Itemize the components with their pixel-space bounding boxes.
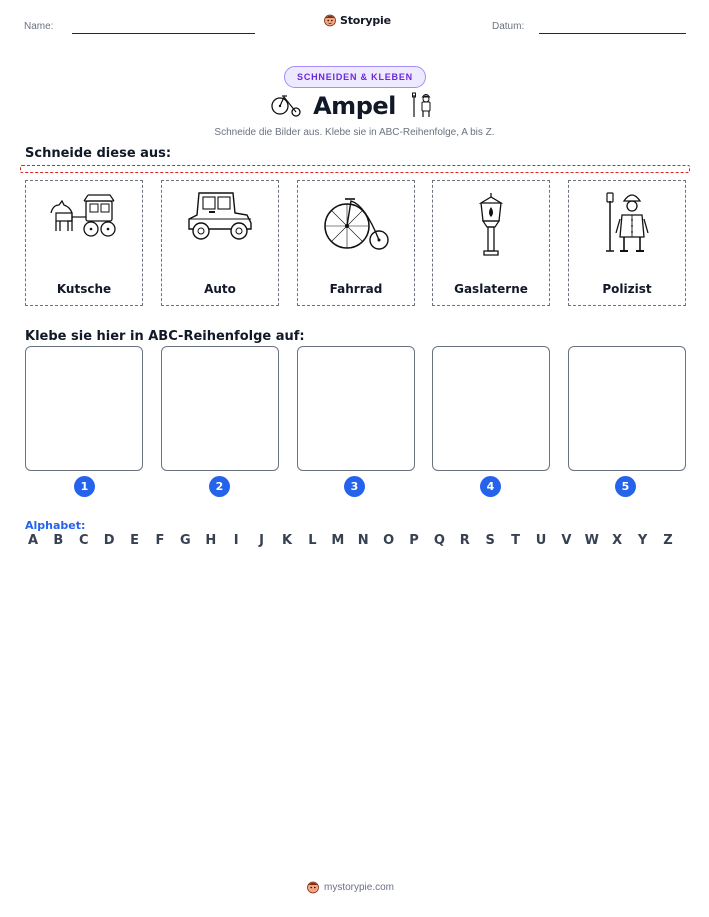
paste-section-label: Klebe sie hier in ABC-Reihenfolge auf: <box>25 329 305 344</box>
worksheet-title: Ampel <box>313 92 396 120</box>
alphabet-letter: D <box>103 533 115 548</box>
alphabet-letter: A <box>27 533 39 548</box>
storypie-logo <box>323 13 391 27</box>
alphabet-letter: P <box>409 533 419 548</box>
alphabet-letter: I <box>233 533 239 548</box>
storypie-mascot-icon <box>323 13 337 27</box>
cut-card-fahrrad[interactable] <box>297 180 415 306</box>
alphabet-letter: W <box>584 533 599 548</box>
alphabet-letter: X <box>612 533 623 548</box>
alphabet-letter: G <box>180 533 191 548</box>
alphabet-letter: M <box>331 533 345 548</box>
alphabet-letter: B <box>53 533 64 548</box>
date-label: Datum: <box>492 21 525 32</box>
penny-farthing-bicycle-icon <box>321 193 391 253</box>
card-label: Kutsche <box>56 282 112 296</box>
number-badge-2: 2 <box>209 476 230 497</box>
gas-lamp-icon <box>471 191 511 259</box>
brand-name: Storypie <box>340 13 391 27</box>
police-officer-icon <box>602 189 652 255</box>
paste-box-5[interactable] <box>568 346 686 471</box>
paste-box-2[interactable] <box>161 346 279 471</box>
cut-line <box>20 165 690 173</box>
alphabet-letter: V <box>561 533 572 548</box>
number-badge-4: 4 <box>480 476 501 497</box>
alphabet-letter: R <box>459 533 470 548</box>
vintage-car-icon <box>185 189 255 243</box>
cut-card-auto[interactable] <box>161 180 279 306</box>
alphabet-letter: Q <box>433 533 445 548</box>
paste-box-4[interactable] <box>432 346 550 471</box>
alphabet-letter: F <box>155 533 165 548</box>
card-label: Fahrrad <box>329 282 383 296</box>
instructions: Schneide die Bilder aus. Klebe sie in ABC-Reihenfolge, A bis Z. <box>214 127 495 138</box>
number-badge-1: 1 <box>74 476 95 497</box>
alphabet-letter: N <box>357 533 369 548</box>
alphabet-letter: C <box>79 533 89 548</box>
paste-box-1[interactable] <box>25 346 143 471</box>
footer-url: mystorypie.com <box>324 881 395 893</box>
footer <box>306 880 394 894</box>
alphabet-letter: J <box>259 533 265 548</box>
card-label: Auto <box>204 282 236 296</box>
card-label: Polizist <box>602 282 652 296</box>
storypie-mascot-icon <box>306 880 320 894</box>
card-label: Gaslaterne <box>454 282 528 296</box>
alphabet-letter: Y <box>637 533 648 548</box>
paste-box-3[interactable] <box>297 346 415 471</box>
worksheet-header <box>0 0 709 50</box>
alphabet-letter: Z <box>663 533 673 548</box>
cut-section-label: Schneide diese aus: <box>25 146 172 161</box>
alphabet-letter: S <box>485 533 495 548</box>
cut-card-polizist[interactable] <box>568 180 686 306</box>
date-field-line[interactable] <box>539 33 686 34</box>
alphabet-letter: H <box>205 533 217 548</box>
alphabet-row <box>25 533 685 551</box>
alphabet-letter: T <box>511 533 521 548</box>
horse-carriage-icon <box>48 191 120 239</box>
alphabet-letter: O <box>383 533 395 548</box>
alphabet-letter: L <box>308 533 317 548</box>
alphabet-letter: K <box>281 533 293 548</box>
police-officer-small-icon <box>411 91 435 119</box>
cut-card-gaslaterne[interactable] <box>432 180 550 306</box>
activity-tag: SCHNEIDEN & KLEBEN <box>284 66 426 88</box>
name-field-line[interactable] <box>72 33 255 34</box>
alphabet-letter: E <box>130 533 140 548</box>
number-badge-3: 3 <box>344 476 365 497</box>
alphabet-label: Alphabet: <box>25 519 86 532</box>
number-badge-5: 5 <box>615 476 636 497</box>
alphabet-letter: U <box>535 533 547 548</box>
name-label: Name: <box>24 21 54 32</box>
cut-card-kutsche[interactable] <box>25 180 143 306</box>
